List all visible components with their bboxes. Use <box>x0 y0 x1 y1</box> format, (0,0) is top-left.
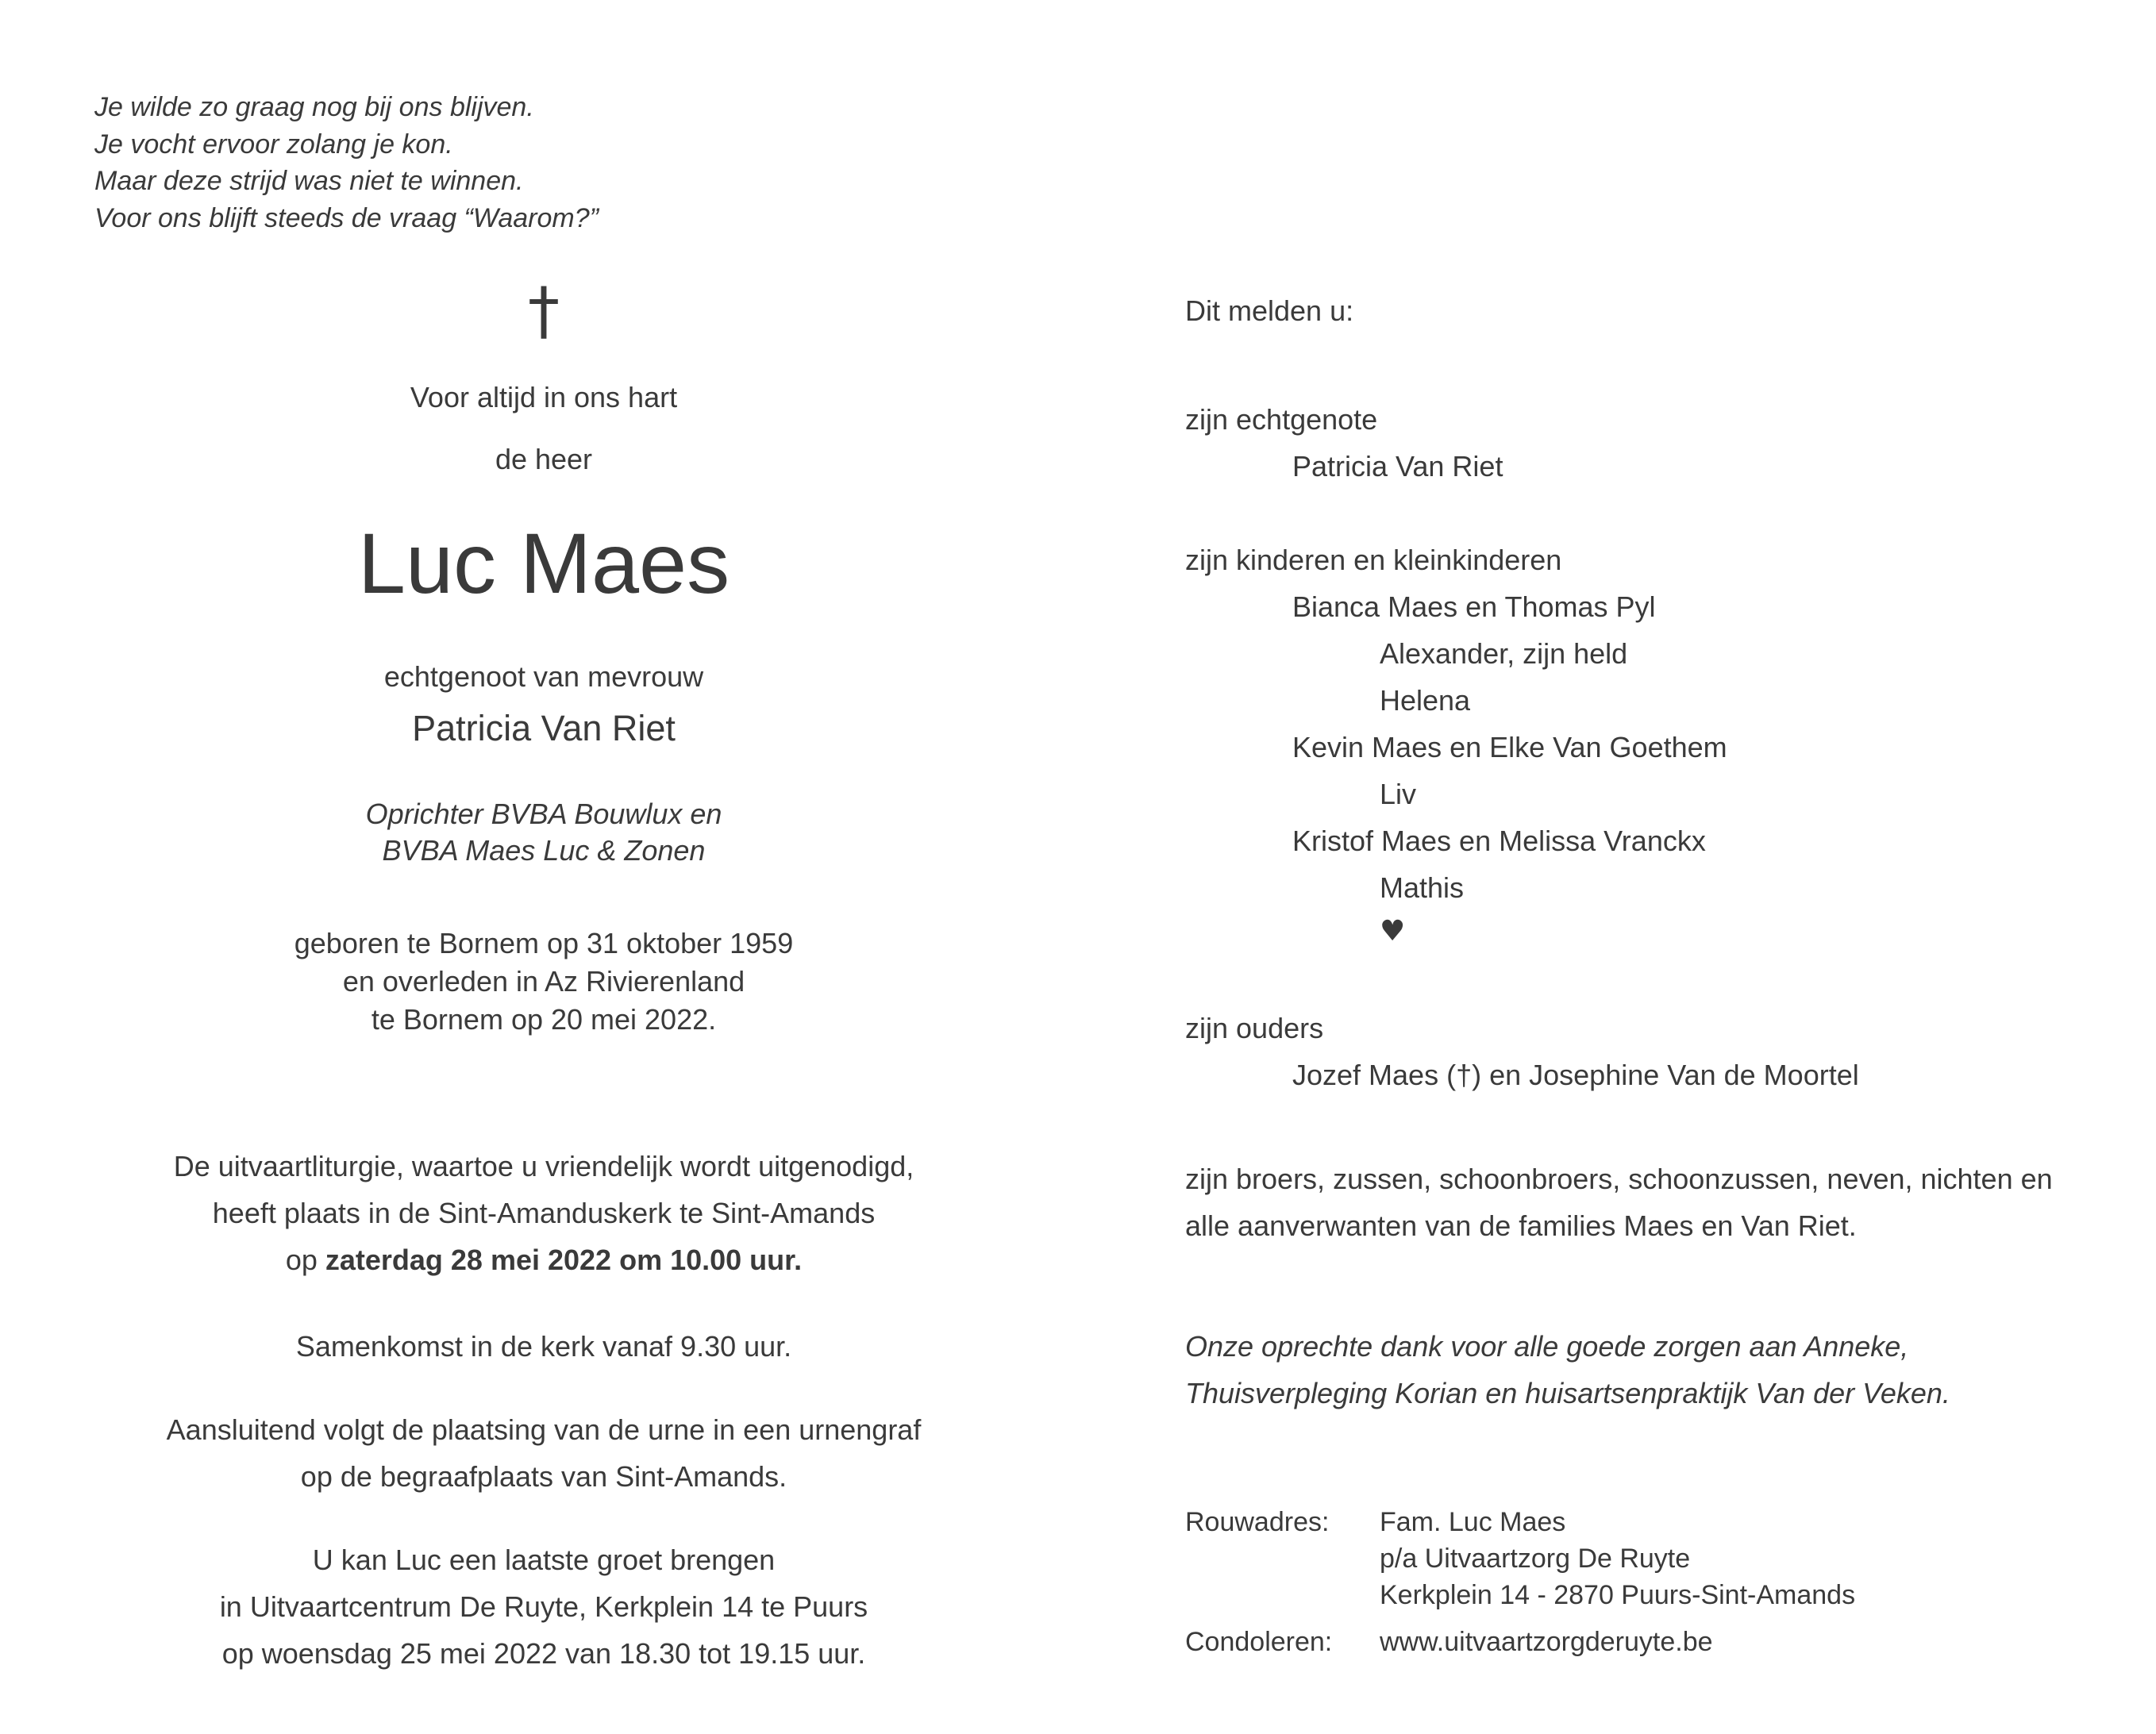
family-line: alle aanverwanten van de families Maes en Van Riet. <box>1185 1209 1857 1242</box>
founder-line: BVBA Maes Luc & Zonen <box>382 834 706 867</box>
founder-line: Oprichter BVBA Bouwlux en <box>365 798 722 830</box>
poem-line: Voor ons blijft steeds de vraag “Waarom?” <box>94 202 599 233</box>
visit-line: op woensdag 25 mei 2022 van 18.30 tot 19.15 uur. <box>221 1637 866 1670</box>
deceased-name: Luc Maes <box>357 515 730 611</box>
poem <box>94 89 599 236</box>
grandchild-entry: Alexander, zijn held <box>1380 637 1628 670</box>
liturgy-date <box>0 1244 1088 1277</box>
urn-line: Aansluitend volgt de plaatsing van de urne in een urnengraf <box>166 1413 922 1446</box>
poem-line: Je vocht ervoor zolang je kon. <box>94 129 453 160</box>
honorific: de heer <box>495 443 593 475</box>
child-entry: Bianca Maes en Thomas Pyl <box>1292 590 1656 623</box>
visit-line: in Uitvaartcentrum De Ruyte, Kerkplein 14 te Puurs <box>219 1590 868 1623</box>
spouse-intro: echtgenoot van mevrouw <box>383 660 704 693</box>
parents-heading: zijn ouders <box>1185 1012 1324 1044</box>
liturgy-date-bold: zaterdag 28 mei 2022 om 10.00 uur. <box>325 1244 803 1276</box>
announce-text: Dit melden u: <box>1185 294 1354 327</box>
address-label: Rouwadres: <box>1185 1507 1330 1537</box>
gathering-text: Samenkomst in de kerk vanaf 9.30 uur. <box>295 1330 792 1363</box>
liturgy-line: heeft plaats in de Sint-Amanduskerk te Sint-Amands <box>212 1197 876 1229</box>
child-entry: Kristof Maes en Melissa Vranckx <box>1292 825 1706 857</box>
cross-icon: † <box>528 274 560 348</box>
poem-line: Maar deze strijd was niet te winnen. <box>94 166 524 196</box>
spouse-heading: zijn echtgenote <box>1185 403 1378 436</box>
parents-entry: Jozef Maes (†) en Josephine Van de Moortel <box>1292 1059 1859 1091</box>
birth-death-line: geboren te Bornem op 31 oktober 1959 <box>294 927 794 959</box>
birth-death-line: te Bornem op 20 mei 2022. <box>371 1003 717 1036</box>
spouse-name: Patricia Van Riet <box>412 708 676 748</box>
intro-text: Voor altijd in ons hart <box>410 381 678 413</box>
child-entry: Kevin Maes en Elke Van Goethem <box>1292 731 1727 763</box>
family-line: zijn broers, zussen, schoonbroers, schoonzussen, neven, nichten en <box>1185 1163 2053 1195</box>
address-line: Kerkplein 14 - 2870 Puurs-Sint-Amands <box>1380 1580 1856 1610</box>
grandchild-entry: Mathis <box>1380 871 1465 904</box>
grandchild-entry: Liv <box>1380 778 1417 810</box>
thanks-line: Thuisverpleging Korian en huisartsenpraktijk Van der Veken. <box>1185 1377 1950 1409</box>
address-line: p/a Uitvaartzorg De Ruyte <box>1380 1544 1691 1574</box>
spouse-entry: Patricia Van Riet <box>1292 450 1503 483</box>
grandchild-entry: Helena <box>1380 684 1471 717</box>
liturgy-date-prefix: op <box>285 1244 325 1276</box>
liturgy-line: De uitvaartliturgie, waartoe u vriendelijk wordt uitgenodigd, <box>173 1150 914 1182</box>
condolence-link[interactable]: www.uitvaartzorgderuyte.be <box>1380 1627 1713 1657</box>
thanks-line: Onze oprechte dank voor alle goede zorgen aan Anneke, <box>1185 1330 1909 1363</box>
urn-line: op de begraafplaats van Sint-Amands. <box>300 1460 787 1493</box>
condolence-label: Condoleren: <box>1185 1627 1333 1657</box>
address-line: Fam. Luc Maes <box>1380 1507 1566 1537</box>
visit-line: U kan Luc een laatste groet brengen <box>312 1544 776 1576</box>
birth-death-line: en overleden in Az Rivierenland <box>342 965 745 998</box>
heart-icon: ♥ <box>1380 915 1406 948</box>
children-heading: zijn kinderen en kleinkinderen <box>1185 544 1562 576</box>
poem-line: Je wilde zo graag nog bij ons blijven. <box>94 92 534 122</box>
